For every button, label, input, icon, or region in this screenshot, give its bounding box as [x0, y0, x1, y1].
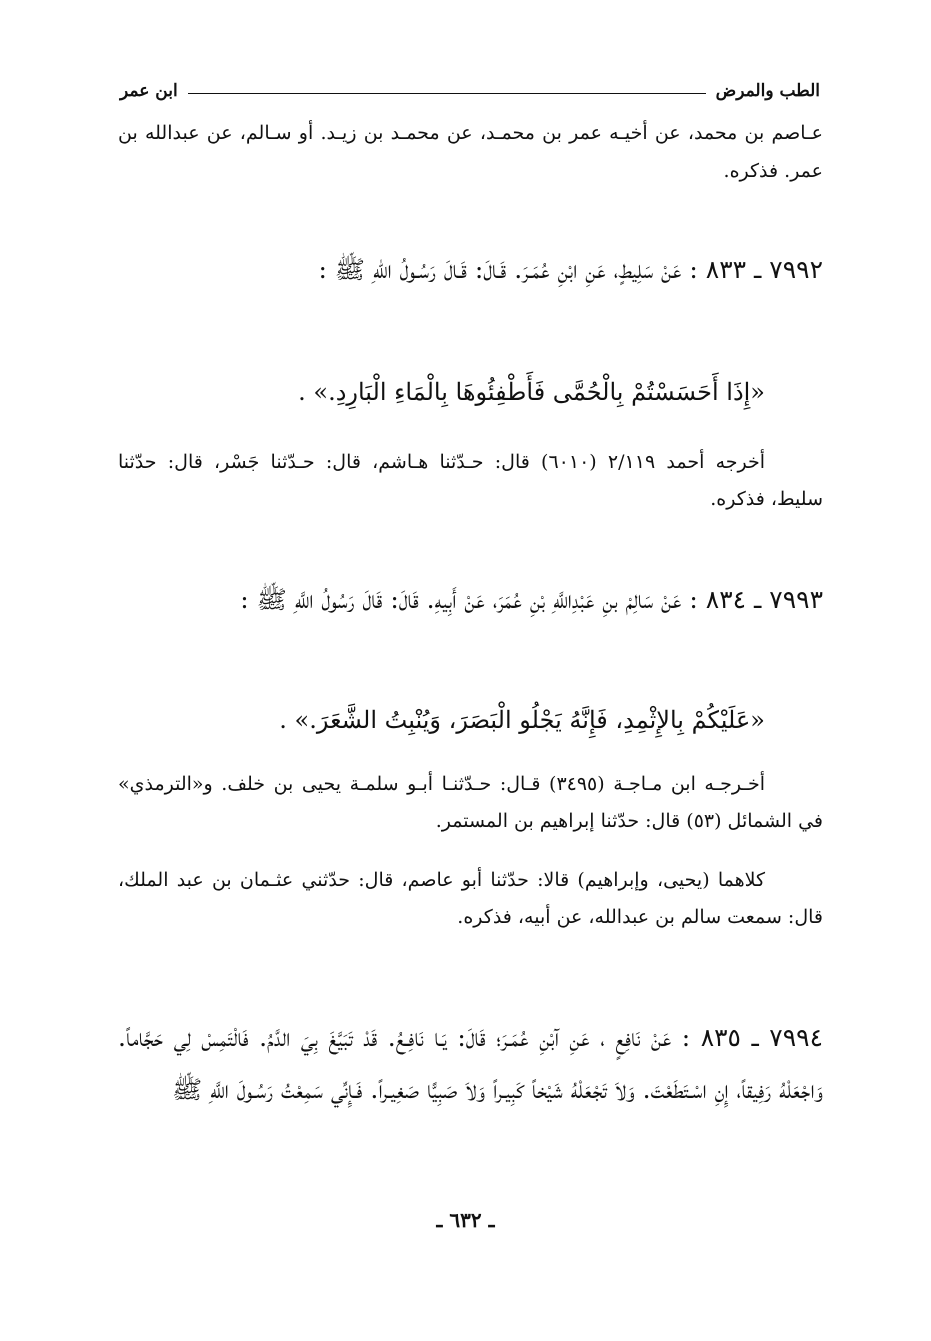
hadith-7993-quote: «عَلَيْكُمْ بِالإِثْمِدِ، فَإِنَّهُ يَجْلُو الْبَصَرَ، وَيُنْبِتُ الشَّعَرَ.» .	[279, 706, 765, 734]
hadith-7994-text: ٧٩٩٤ ـ ٨٣٥ : عَنْ نَافِعٍ ، عَنِ آبْنِ عُمَـرَ؛ قَالَ: يَـا نَافِـعُ. قَدْ تَبَيَّغَ بِيَ الدَّمُ. فَالْتَمِسْ لِي حَجَّاماً. وَاجْعَلْهُ رَفِيقاً، إِنِ اسْـتَطَعْتَ. وَلاَ تَجْعَلْهُ شَيْخاً كَبِيـراً وَلاَ صَبِيًّا صَغِيـراً. فَـإِنِّي سَمِعْتُ رَسُـولَ اللَّهِ ﷺ	[118, 1023, 823, 1104]
header-section-title: ابن عمر	[120, 81, 178, 101]
hadith-7993-takhrij-2: كلاهما (يحيى، وإبراهيم) قالا: حدّثنا أبو عاصم، قال: حدّثني عثـمان بن عبد الملك، قال: سمعت سالم بن عبدالله، عن أبيه، فذكره.	[118, 869, 823, 928]
header-chapter-title: الطب والمرض	[715, 81, 820, 101]
page-number: ـ ٦٣٢ ـ	[436, 1208, 495, 1232]
hadith-7992-takhrij: أخرجه أحمد ٢/١١٩ (٦٠١٠) قال: حـدّثنا هـاشم، قال: حـدّثنا جَسْر، قال: حدّثنا سليط، فذكره.	[118, 451, 823, 510]
header-rule	[188, 93, 706, 94]
hadith-7993-text: ٧٩٩٣ ـ ٨٣٤ : عَنْ سَالِمْ بنِ عَبْدِاللَّهِ بْنِ عُمَرَ، عَنْ أَبِيهِ. قَالَ: قَالَ رَسُولُ اللَّهِ ﷺ :	[240, 585, 823, 614]
intro-paragraph: عـاصم بن محمد، عن أخيـه عمر بن محمـد، عن محمـد بن زيـد. أو سـالم، عن عبدالله بن عمر. فذكره.	[118, 122, 823, 182]
hadith-7993-takhrij-1: أخـرجـه ابن مـاجـة (٣٤٩٥) قـال: حـدّثنـا أبـو سلمـة يحيى بن خلف. و«الترمذي» في الشمائل (٥٣) قال: حدّثنا إبراهيم بن المستمر.	[118, 773, 823, 832]
hadith-7992-text: ٧٩٩٢ ـ ٨٣٣ : عَنْ سَلِيطٍ، عَنِ ابْنِ عُمَـرَ. قَـالَ: قَـالَ رَسُـولُ اللّهِ ﷺ :	[318, 255, 823, 284]
hadith-7992-quote: «إِذَا أَحَسَسْتُمْ بِالْحُمَّى فَأَطْفِئُوهَا بِالْمَاءِ الْبَارِدِ.» .	[298, 378, 765, 406]
running-header	[120, 78, 820, 104]
